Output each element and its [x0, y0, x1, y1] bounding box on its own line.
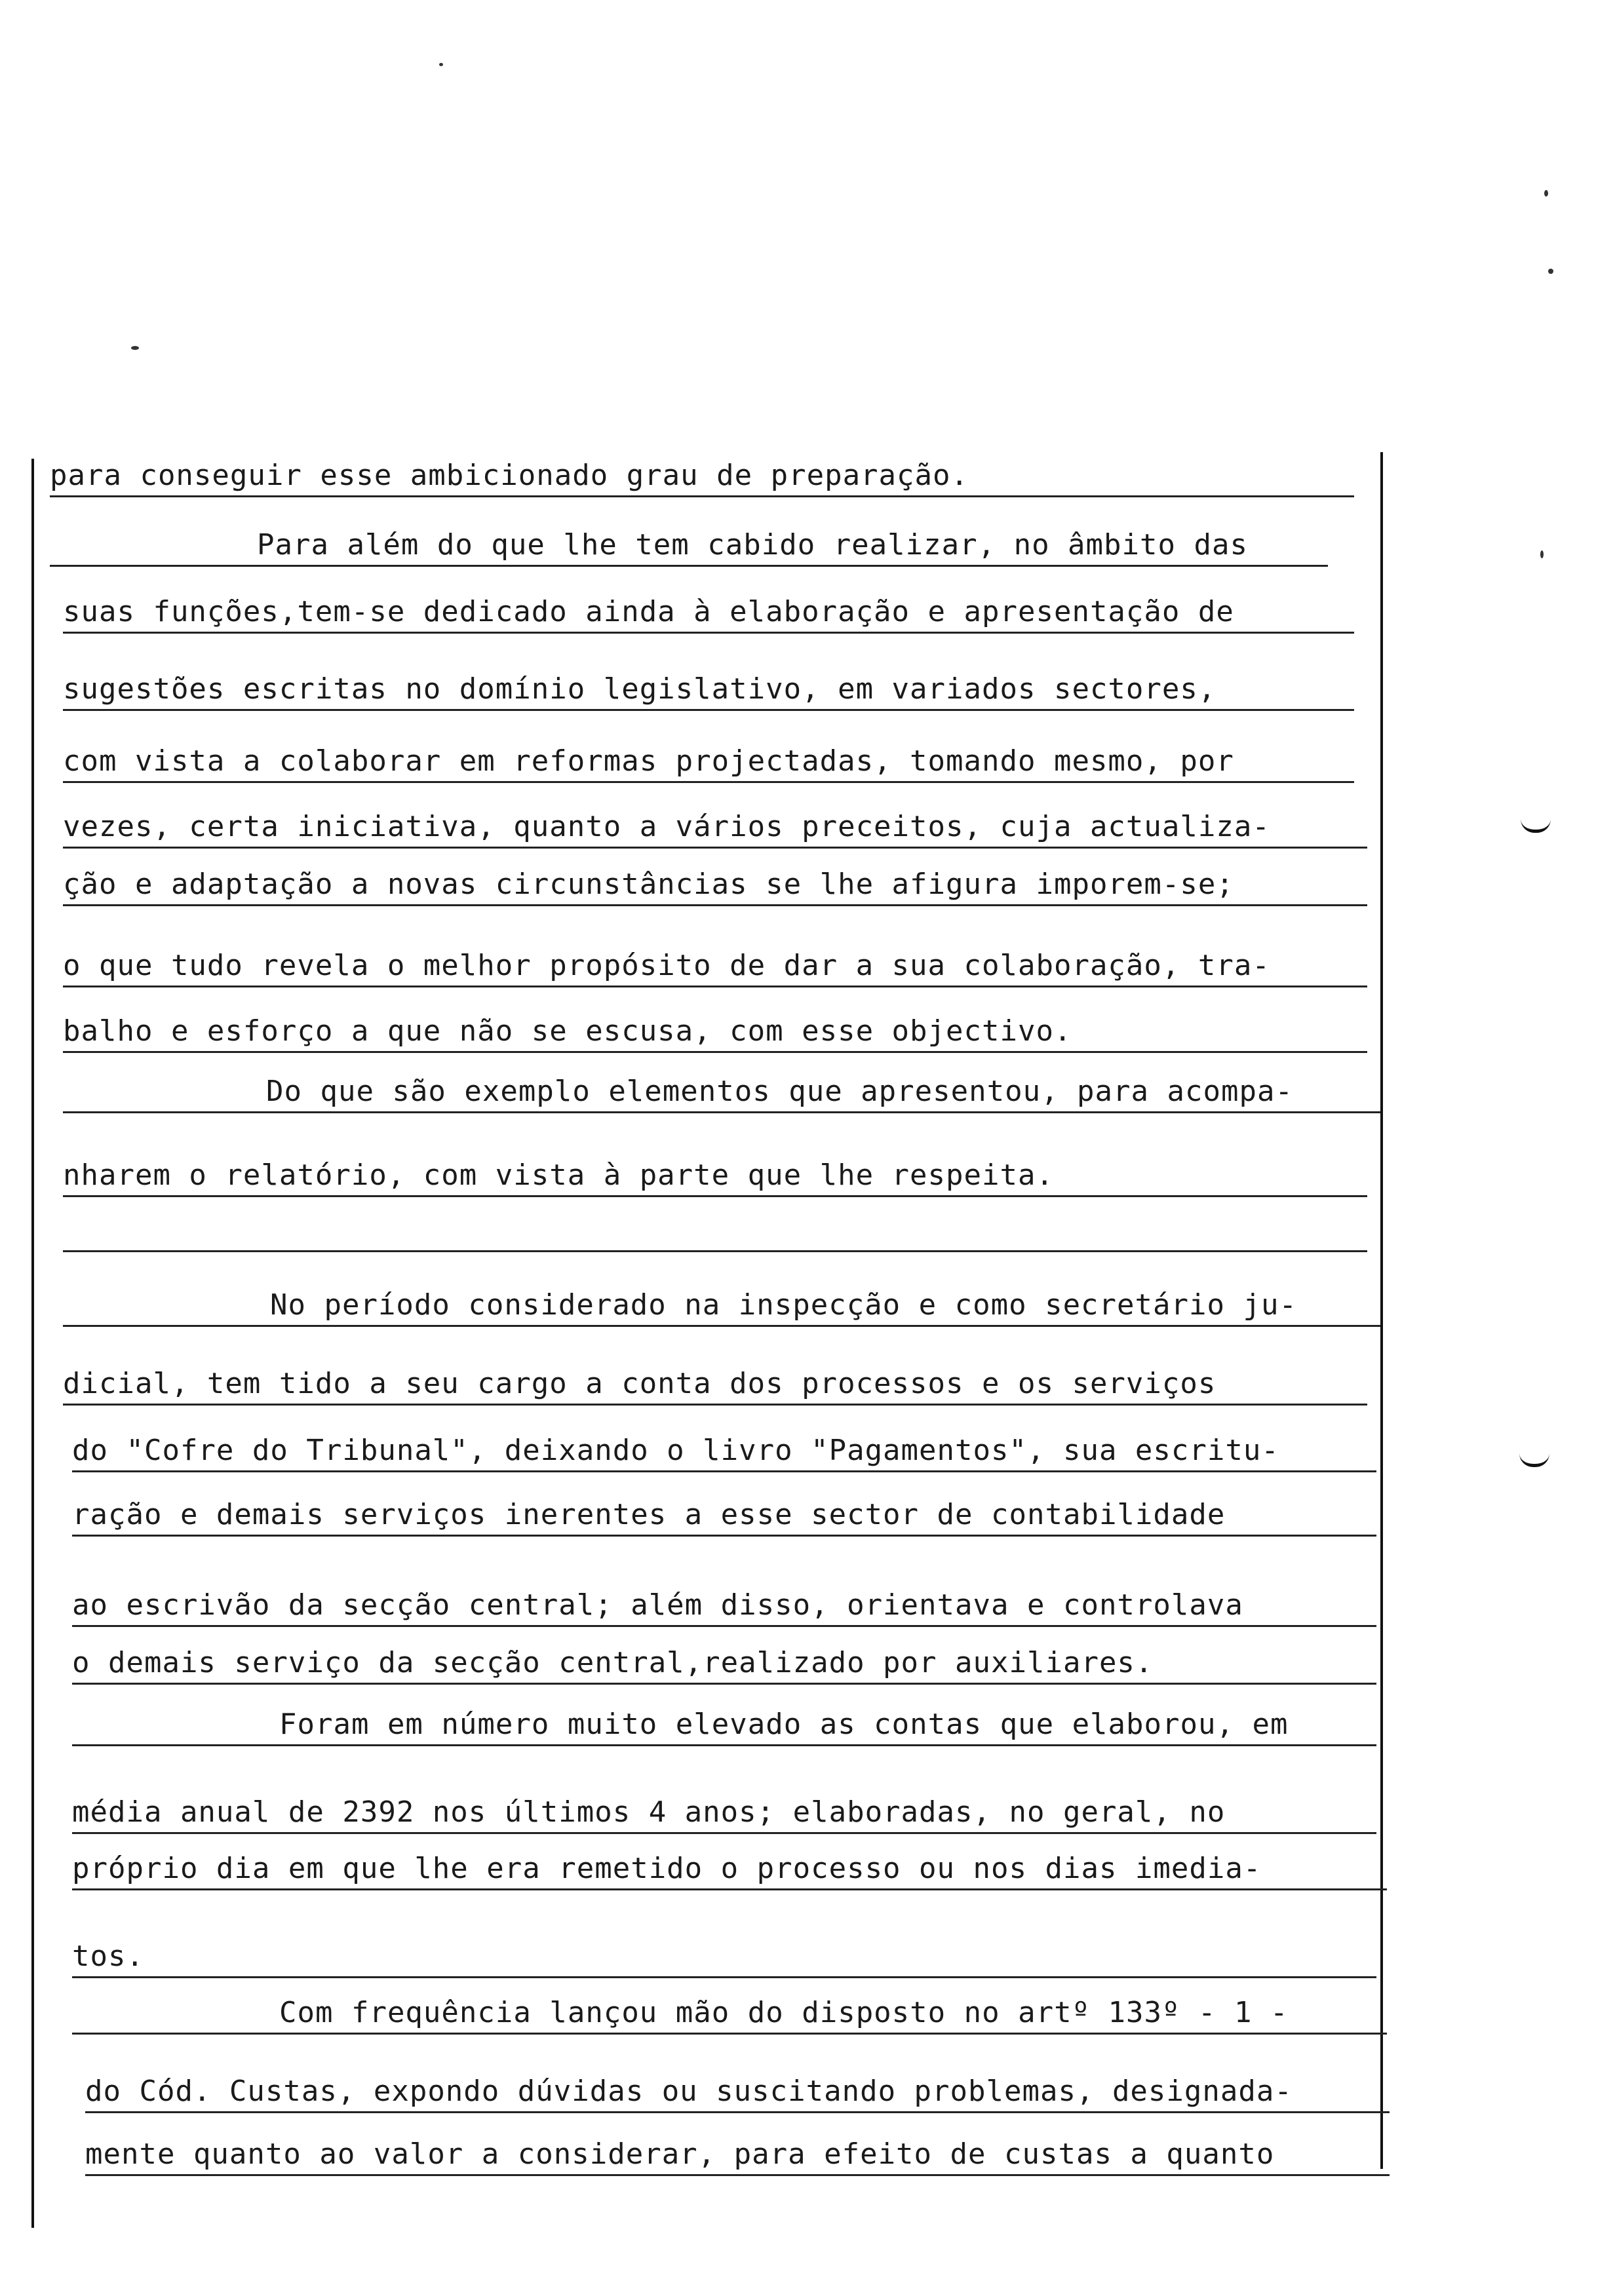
ink-speck: [1548, 269, 1553, 274]
text-line: ao escrivão da secção central; além disso, orientava e controlava: [72, 1588, 1376, 1627]
ink-speck: [1544, 190, 1548, 197]
text-line: suas funções,tem-se dedicado ainda à elaboração e apresentação de: [63, 595, 1354, 634]
text-line: balho e esforço a que não se escusa, com esse objectivo.: [63, 1014, 1367, 1053]
text-line: Do que são exemplo elementos que apresentou, para acompa-: [63, 1075, 1380, 1113]
text-line: No período considerado na inspecção e como secretário ju-: [63, 1288, 1380, 1327]
text-line: ção e adaptação a novas circunstâncias se lhe afigura imporem-se;: [63, 868, 1367, 906]
text-line: Para além do que lhe tem cabido realizar, no âmbito das: [50, 528, 1328, 567]
text-line: sugestões escritas no domínio legislativo, em variados sectores,: [63, 672, 1354, 711]
text-line: Com frequência lançou mão do disposto no artº 133º - 1 -: [72, 1996, 1387, 2035]
check-mark: [1521, 819, 1551, 833]
text-line: ração e demais serviços inerentes a esse sector de contabilidade: [72, 1498, 1376, 1537]
text-line: o que tudo revela o melhor propósito de dar a sua colaboração, tra-: [63, 949, 1367, 987]
text-line: do "Cofre do Tribunal", deixando o livro "Pagamentos", sua escritu-: [72, 1434, 1376, 1472]
check-mark: [1519, 1453, 1549, 1467]
left-margin-rule: [31, 459, 34, 2228]
right-margin-rule: [1380, 452, 1383, 2169]
text-line: com vista a colaborar em reformas projectadas, tomando mesmo, por: [63, 744, 1354, 783]
ink-speck: [131, 346, 139, 350]
ink-speck: [439, 63, 443, 66]
text-line: o demais serviço da secção central,realizado por auxiliares.: [72, 1646, 1376, 1685]
text-line: dicial, tem tido a seu cargo a conta dos processos e os serviços: [63, 1367, 1367, 1406]
text-line: para conseguir esse ambicionado grau de preparação.: [50, 459, 1354, 497]
text-line: próprio dia em que lhe era remetido o processo ou nos dias imedia-: [72, 1852, 1387, 1890]
blank-ruled-line: [63, 1250, 1367, 1252]
ink-speck: [1540, 550, 1544, 558]
text-line: média anual de 2392 nos últimos 4 anos; elaboradas, no geral, no: [72, 1795, 1376, 1834]
text-line: vezes, certa iniciativa, quanto a vários preceitos, cuja actualiza-: [63, 810, 1367, 849]
text-line: mente quanto ao valor a considerar, para efeito de custas a quanto: [85, 2137, 1390, 2176]
text-line: nharem o relatório, com vista à parte que lhe respeita.: [63, 1158, 1367, 1197]
text-line: do Cód. Custas, expondo dúvidas ou suscitando problemas, designada-: [85, 2075, 1390, 2113]
text-line: Foram em número muito elevado as contas que elaborou, em: [72, 1708, 1376, 1746]
text-line: tos.: [72, 1940, 1376, 1978]
